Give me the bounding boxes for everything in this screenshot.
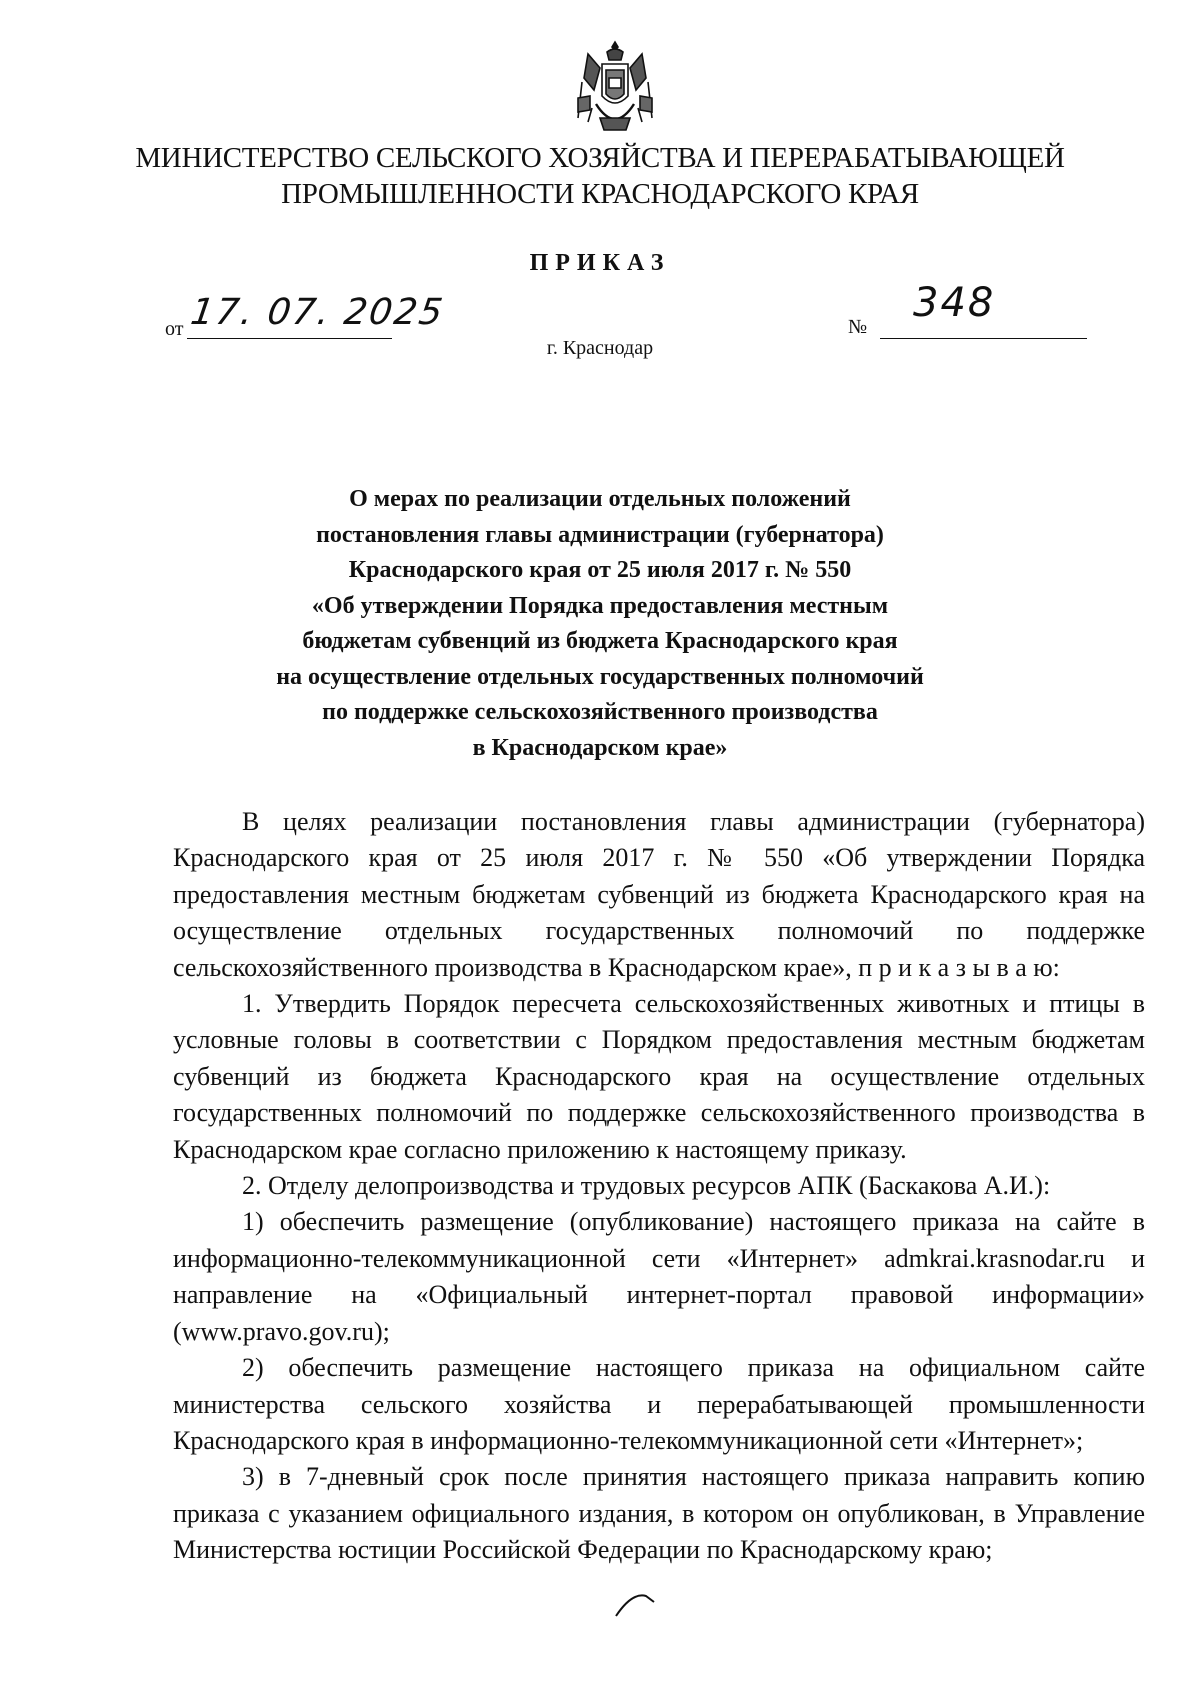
- body-paragraph: В целях реализации постановления главы администрации (губернатора) Краснодарского края от 25 июля 2017 г. № 550 «Об утверждении Порядка предоставления местным бюджетам субвенций из бюджета Краснодарского края на осуществление отдельных государственных полномочий по поддержке сельскохозяйственного производства в Краснодарском крае», п р и к а з ы в а ю:: [173, 807, 1145, 982]
- subject-line: в Краснодарском крае»: [472, 734, 728, 761]
- number-value: 348: [913, 280, 996, 326]
- date-prefix: от: [165, 318, 184, 340]
- ministry-line-2: ПРОМЫШЛЕННОСТИ КРАСНОДАРСКОГО КРАЯ: [281, 178, 919, 210]
- number-prefix: №: [848, 316, 868, 338]
- body-paragraph: 3) в 7-дневный срок после принятия настоящего приказа направить копию приказа с указанием официального издания, в котором он опубликован, в Управление Министерства юстиции Российской Федерации по Краснодарскому краю;: [173, 1462, 1145, 1565]
- body-paragraph: 2. Отделу делопроизводства и трудовых ресурсов АПК (Баскакова А.И.):: [242, 1171, 1051, 1201]
- document-type-title: ПРИКАЗ: [529, 250, 671, 276]
- city: г. Краснодар: [546, 337, 654, 359]
- subject-line: О мерах по реализации отдельных положений: [349, 486, 851, 512]
- subject-line: Краснодарского края от 25 июля 2017 г. № 550: [348, 557, 852, 583]
- coat-of-arms-icon: [576, 38, 654, 138]
- subject-line: по поддержке сельскохозяйственного производства: [322, 699, 878, 725]
- body-paragraph: 1. Утвердить Порядок пересчета сельскохозяйственных животных и птицы в условные головы в соответствии с Порядком предоставления местным бюджетам субвенций из бюджета Краснодарского края на осуществление отдельных государственных полномочий по поддержке сельскохозяйственного производства в Краснодарском крае согласно приложению к настоящему приказу.: [173, 989, 1145, 1164]
- subject-line: «Об утверждении Порядка предоставления местным: [311, 592, 889, 619]
- subject-line: бюджетам субвенций из бюджета Краснодарского края: [302, 628, 898, 654]
- ministry-line-1: МИНИСТЕРСТВО СЕЛЬСКОГО ХОЗЯЙСТВА И ПЕРЕРАБАТЫВАЮЩЕЙ: [135, 142, 1065, 174]
- body-paragraph: 2) обеспечить размещение настоящего приказа на официальном сайте министерства сельского хозяйства и перерабатывающей промышленности Краснодарского края в информационно-телекоммуникационной сети «Интернет»;: [173, 1353, 1145, 1455]
- date-value: 17. 07. 2025: [188, 292, 447, 333]
- ministry-name: [0, 140, 1200, 212]
- subject-line: постановления главы администрации (губернатора): [316, 521, 884, 548]
- body-paragraph: 1) обеспечить размещение (опубликование) настоящего приказа на сайте в информационно-телекоммуникационной сети «Интернет» admkrai.krasnodar.ru и направление на «Официальный интернет-портал правовой информации» (www.pravo.gov.ru);: [173, 1207, 1145, 1346]
- order-body: [173, 804, 1145, 1569]
- subject-line: на осуществление отдельных государственных полномочий: [276, 663, 924, 690]
- order-subject: [0, 482, 1200, 766]
- signature-mark-icon: [612, 1590, 672, 1620]
